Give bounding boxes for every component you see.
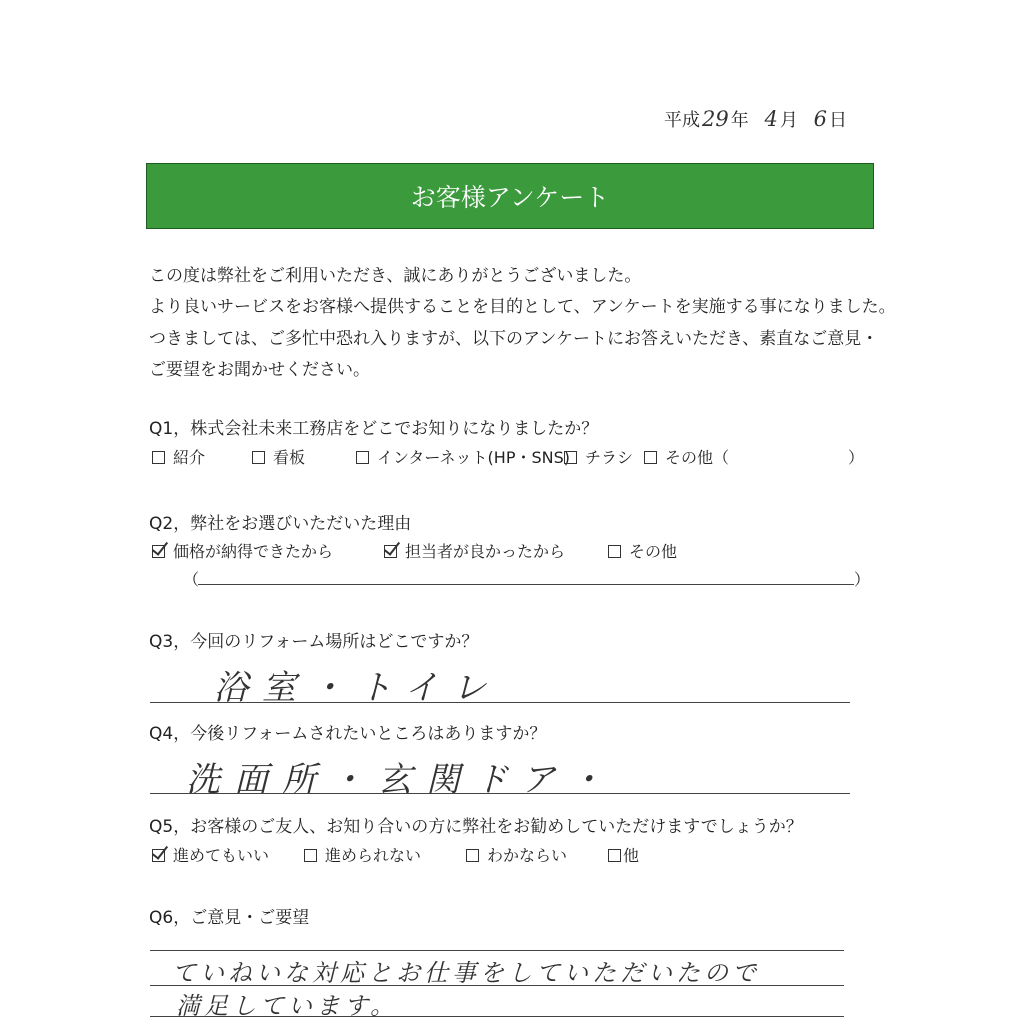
- checkbox[interactable]: [466, 849, 479, 862]
- checkbox[interactable]: [152, 451, 165, 464]
- survey-date: [664, 106, 847, 132]
- checkbox[interactable]: [252, 451, 265, 464]
- q4-answer-line: [150, 793, 850, 794]
- intro-line-3: つきましては、ご多忙中恐れ入りますが、以下のアンケートにお答えいただき、素直なご意見・: [149, 329, 879, 349]
- q3-answer: 浴室・トイレ: [214, 668, 501, 708]
- q4-question: Q4，今後リフォームされたいところはありますか？: [149, 724, 547, 744]
- q5-option-unsure[interactable]: わかならい: [466, 843, 608, 866]
- checkbox[interactable]: [644, 451, 657, 464]
- title-banner: [146, 163, 874, 229]
- q6-answer-line-2: 満足しています。: [176, 992, 399, 1020]
- intro-line-2: より良いサービスをお客様へ提供することを目的として、アンケートを実施する事になりました。: [149, 297, 896, 317]
- checkbox-checked[interactable]: [152, 849, 165, 862]
- q3-answer-line: [150, 702, 850, 703]
- q1-options: [152, 445, 872, 468]
- q6-line-1: [150, 950, 844, 951]
- q5-options: [152, 843, 639, 866]
- date-month-unit: 月: [779, 110, 798, 131]
- intro-line-1: この度は弊社をご利用いただき、誠にありがとうございました。: [149, 266, 642, 286]
- checkbox[interactable]: [356, 451, 369, 464]
- q5-question: Q5，お客様のご友人、お知り合いの方に弊社をお勧めしていただけますでしょうか？: [149, 817, 803, 837]
- q1-question: Q1，株式会社未来工務店をどこでお知りになりましたか？: [149, 419, 599, 439]
- page-title: お客様アンケート: [410, 183, 610, 212]
- date-era: 平成: [664, 110, 700, 131]
- q2-question: Q2，弊社をお選びいただいた理由: [149, 514, 412, 534]
- q2-close-paren: ）: [854, 570, 871, 589]
- q5-option-no[interactable]: 進められない: [304, 843, 466, 866]
- q2-option-price[interactable]: 価格が納得できたから: [152, 539, 384, 562]
- date-year: 29: [702, 107, 729, 131]
- checkbox[interactable]: [564, 451, 577, 464]
- q4-answer: 洗面所・玄関ドア・: [186, 760, 617, 800]
- checkbox-checked[interactable]: [384, 545, 397, 558]
- q6-question: Q6，ご意見・ご要望: [149, 908, 310, 928]
- date-year-unit: 年: [730, 110, 749, 131]
- date-day: 6: [813, 107, 827, 131]
- q2-option-staff[interactable]: 担当者が良かったから: [384, 539, 608, 562]
- q1-option-signboard[interactable]: 看板: [252, 445, 356, 468]
- q2-options: [152, 539, 677, 562]
- q2-option-other[interactable]: その他: [608, 539, 677, 562]
- date-day-unit: 日: [828, 110, 847, 131]
- q5-option-yes[interactable]: 進めてもいい: [152, 843, 304, 866]
- q6-answer-line-1: ていねいな対応とお仕事をしていただいたので: [172, 959, 760, 987]
- checkbox[interactable]: [304, 849, 317, 862]
- intro-line-4: ご要望をお聞かせください。: [149, 360, 370, 380]
- q1-option-other[interactable]: その他（: [644, 445, 729, 468]
- q3-question: Q3，今回のリフォーム場所はどこですか？: [149, 632, 479, 652]
- q1-option-internet[interactable]: インターネット(HP・SNS): [356, 445, 564, 468]
- q1-option-referral[interactable]: 紹介: [152, 445, 252, 468]
- q2-other-line: [198, 584, 854, 585]
- checkbox[interactable]: [608, 849, 621, 862]
- q5-option-other[interactable]: 他: [608, 843, 639, 866]
- checkbox-checked[interactable]: [152, 545, 165, 558]
- date-month: 4: [764, 107, 778, 131]
- q1-option-flyer[interactable]: チラシ: [564, 445, 644, 468]
- q6-line-3: [150, 1016, 844, 1017]
- q2-open-paren: （: [183, 570, 200, 589]
- q1-close-paren: ）: [848, 448, 865, 467]
- checkbox[interactable]: [608, 545, 621, 558]
